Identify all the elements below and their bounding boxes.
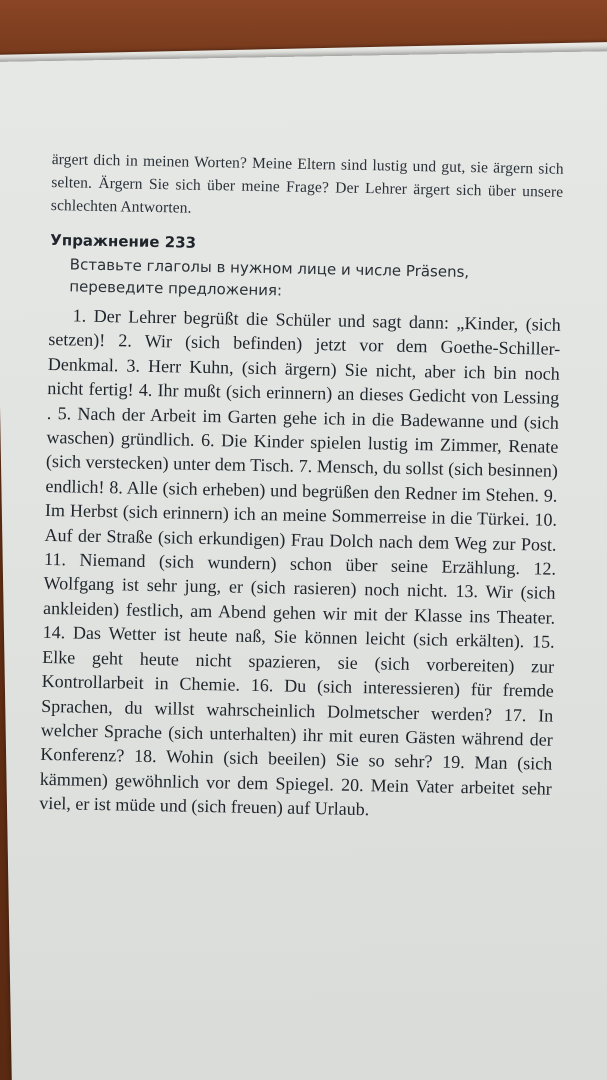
page-text-block	[39, 148, 564, 825]
intro-paragraph: ärgert dich in meinen Worten? Meine Eltern sind lustig und gut, sie ärgern sich selten. Ärgern Sie sich über meine Frage? Der Lehrer ärgert sich über unsere schlechten Antworten.	[50, 150, 564, 217]
exercise-title: Упражнение 233	[50, 230, 197, 252]
exercise-instruction: Вставьте глаголы в нужном лице и числе Präsens, переведите предложения:	[69, 255, 470, 300]
exercise-text: 1. Der Lehrer begrüßt die Schüler und sagt dann: „Kinder, (sich setzen)! 2. Wir (sich befinden) jetzt vor dem Goethe-Schiller-Denkmal. 3. Herr Kuhn, (sich ärgern) Sie nicht, aber ich bin noch nicht fertig! 4. Ihr mußt (sich erinnern) an dieses Gedicht von Lessing . 5. Nach der Arbeit im Garten gehe ich in die Badewanne und (sich waschen) gründlich. 6. Die Kinder spielen lustig im Zimmer, Renate (sich verstecken) unter dem Tisch. 7. Mensch, du sollst (sich besinnen) endlich! 8. Alle (sich erheben) und begrüßen den Redner im Stehen. 9. Im Herbst (sich erinnern) ich an meine Sommerreise in die Türkei. 10. Auf der Straße (sich erkundigen) Frau Dolch nach dem Weg zur Post. 11. Niemand (sich wundern) schon über seine Erzählung. 12. Wolfgang ist sehr jung, er (sich rasieren) noch nicht. 13. Wir (sich ankleiden) festlich, am Abend gehen wir mit der Klasse ins Theater. 14. Das Wetter ist heute naß, Sie können leicht (sich erkälten). 15. Elke geht heute nicht spazieren, sie (sich vorbereiten) zur Kontrollarbeit in Chemie. 16. Du (sich interessieren) für fremde Sprachen, du willst wahrscheinlich Dolmetscher werden? 17. In welcher Sprache (sich unterhalten) ihr mit euren Gästen während der Konferenz? 18. Wohin (sich beeilen) Sie so sehr? 19. Man (sich kämmen) gewöhnlich vor dem Spiegel. 20. Mein Vater arbeitet sehr viel, er ist müde und (sich freuen) auf Urlaub.	[39, 305, 561, 820]
